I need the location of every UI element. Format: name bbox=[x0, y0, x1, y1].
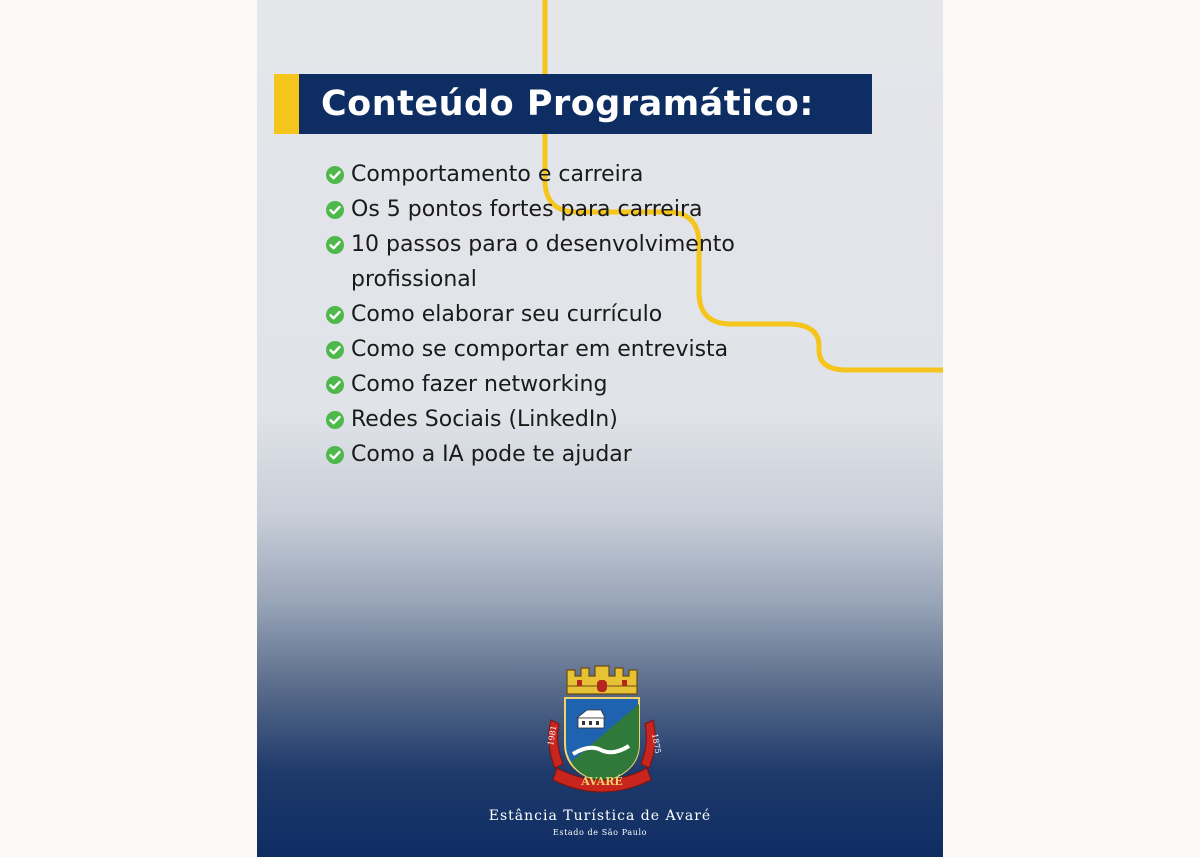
topic-label: 10 passos para o desenvolvimento profissional bbox=[351, 232, 735, 292]
footer-title: Estância Turística de Avaré bbox=[488, 808, 712, 824]
check-circle-icon bbox=[325, 445, 345, 465]
topic-list bbox=[325, 157, 765, 472]
list-item bbox=[325, 402, 765, 437]
crest-year-right: 1875 bbox=[650, 732, 663, 755]
check-circle-icon bbox=[325, 340, 345, 360]
crest-banner-text: AVARÉ bbox=[581, 775, 623, 788]
check-circle-icon bbox=[325, 305, 345, 325]
check-circle-icon bbox=[325, 235, 345, 255]
list-item bbox=[325, 227, 765, 297]
check-circle-icon bbox=[325, 165, 345, 185]
list-item bbox=[325, 192, 765, 227]
topic-label: Redes Sociais (LinkedIn) bbox=[351, 407, 618, 432]
title-banner bbox=[299, 74, 872, 134]
page-title: Conteúdo Programático: bbox=[321, 84, 814, 124]
list-item bbox=[325, 297, 765, 332]
poster bbox=[257, 0, 943, 857]
crest-year-left: 1981 bbox=[546, 724, 559, 747]
list-item bbox=[325, 332, 765, 367]
topic-label: Como elaborar seu currículo bbox=[351, 302, 663, 327]
list-item bbox=[325, 437, 765, 472]
check-circle-icon bbox=[325, 375, 345, 395]
topic-label: Como a IA pode te ajudar bbox=[351, 442, 632, 467]
topic-label: Como se comportar em entrevista bbox=[351, 337, 729, 362]
list-item bbox=[325, 157, 765, 192]
check-circle-icon bbox=[325, 410, 345, 430]
topic-label: Os 5 pontos fortes para carreira bbox=[351, 197, 703, 222]
footer-subtitle: Estado de São Paulo bbox=[552, 828, 648, 837]
list-item bbox=[325, 367, 765, 402]
topic-label: Como fazer networking bbox=[351, 372, 608, 397]
title-accent-bar bbox=[274, 74, 299, 134]
check-circle-icon bbox=[325, 200, 345, 220]
coat-of-arms-logo bbox=[539, 664, 665, 796]
topic-label: Comportamento e carreira bbox=[351, 162, 644, 187]
